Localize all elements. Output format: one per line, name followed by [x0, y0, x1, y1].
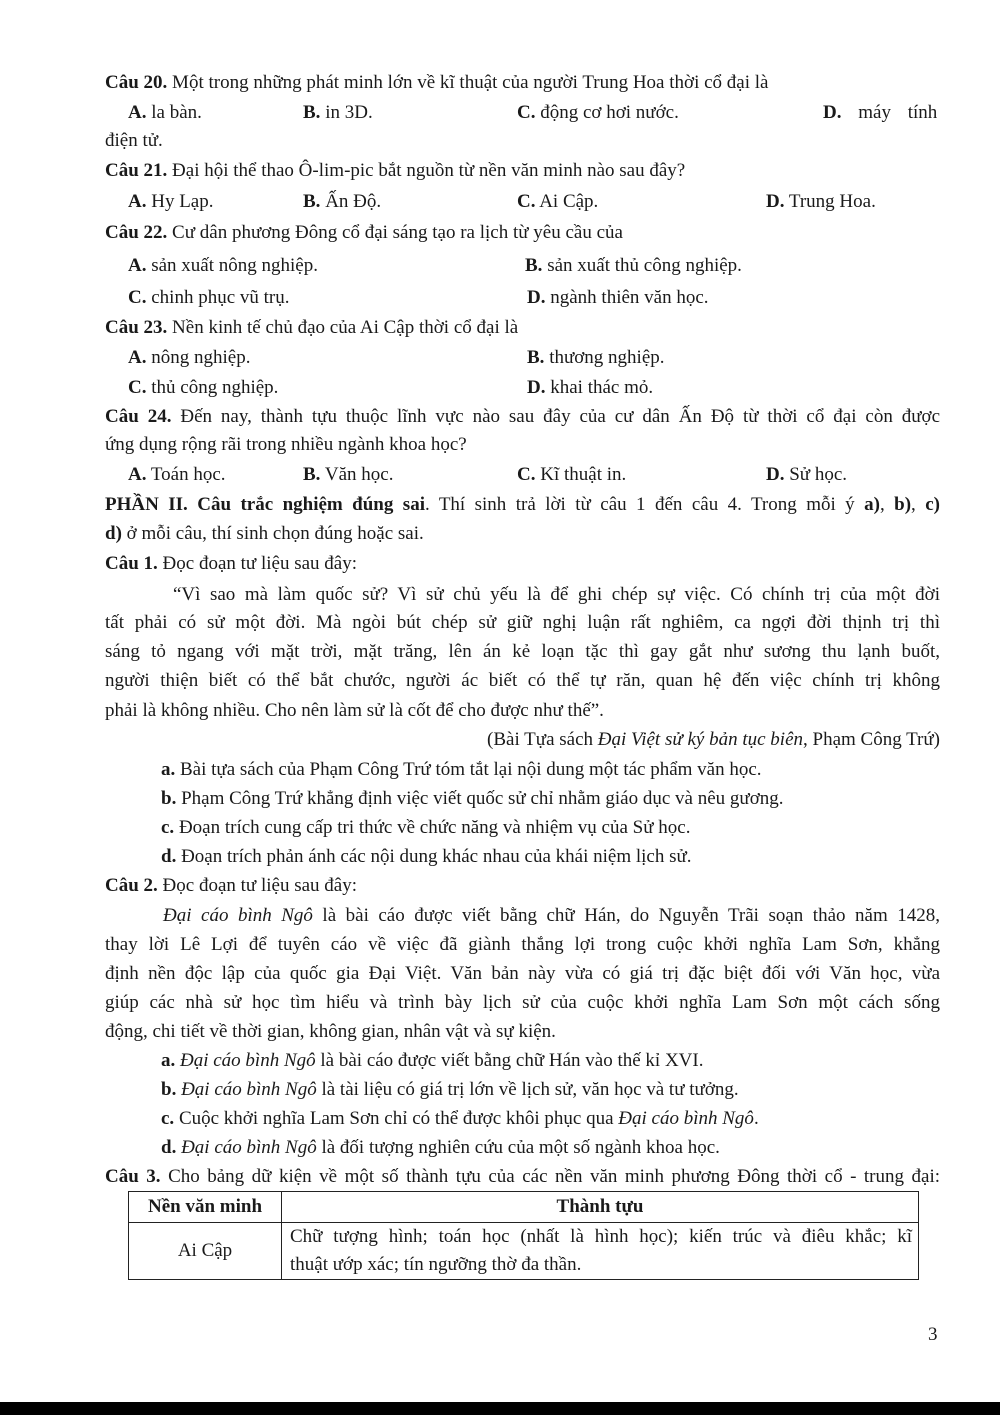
- option-d: D. Trung Hoa.: [766, 191, 876, 212]
- statement-d: d. Đoạn trích phản ánh các nội dung khác nhau của khái niệm lịch sử.: [161, 846, 692, 867]
- quote-line: sáng tỏ ngang với mặt trời, mặt trăng, lên án kẻ loạn tặc thì gay gắt như sương thu lạnh buốt,: [105, 641, 940, 662]
- statement-d: d. Đại cáo bình Ngô là đối tượng nghiên cứu của một số ngành khoa học.: [161, 1137, 720, 1158]
- question-number: Câu 1.: [105, 553, 158, 574]
- option-c: C. thủ công nghiệp.: [128, 377, 279, 398]
- option-a: A. Hy Lạp.: [128, 191, 214, 212]
- part2-heading: PHẦN II. Câu trắc nghiệm đúng sai: [105, 494, 425, 515]
- statement-c: c. Cuộc khởi nghĩa Lam Sơn chỉ có thể được khôi phục qua Đại cáo bình Ngô.: [161, 1108, 759, 1129]
- table-cell-civilization: Ai Cập: [129, 1223, 282, 1280]
- option-a: A. Toán học.: [128, 464, 226, 485]
- question-text: Một trong những phát minh lớn về kĩ thuật của người Trung Hoa thời cổ đại là: [172, 72, 769, 93]
- quote-source: (Bài Tựa sách Đại Việt sử ký bản tục biên, Phạm Công Trứ): [487, 729, 940, 750]
- option-c: C. động cơ hơi nước.: [517, 102, 679, 123]
- option-d: D. khai thác mỏ.: [527, 377, 654, 398]
- question-text: Cư dân phương Đông cổ đại sáng tạo ra lịch từ yêu cầu của: [172, 222, 623, 243]
- table-header: Nền văn minh: [129, 1192, 282, 1223]
- page-number: 3: [928, 1324, 938, 1345]
- question-number: Câu 23.: [105, 317, 168, 338]
- passage-line: định nền độc lập của quốc gia Đại Việt. Văn bản này vừa có giá trị đặc biệt đối với Văn học, vừa: [105, 963, 940, 984]
- question-2: [105, 874, 357, 898]
- question-20: [105, 71, 768, 95]
- option-a: A. sản xuất nông nghiệp.: [128, 255, 318, 276]
- passage-line: động, chi tiết về thời gian, không gian, nhân vật và sự kiện.: [105, 1021, 556, 1042]
- question-number: Câu 3.: [105, 1166, 161, 1187]
- question-number: Câu 21.: [105, 160, 168, 181]
- question-21: [105, 159, 685, 183]
- quote-line: tất phải có sử một đời. Mà ngòi bút chép sử giữ nghị luận rất nghiêm, ca ngợi đời thịnh trị thì: [105, 612, 940, 633]
- passage-line: Đại cáo bình Ngô là bài cáo được viết bằng chữ Hán, do Nguyễn Trãi soạn thảo năm 1428,: [163, 905, 940, 926]
- statement-a: a. Bài tựa sách của Phạm Công Trứ tóm tắt lại nội dung một tác phẩm văn học.: [161, 759, 762, 780]
- quote-line: “Vì sao mà làm quốc sử? Vì sử chủ yếu là để ghi chép sự việc. Có chính trị của một đời: [173, 584, 940, 605]
- option-b: B. sản xuất thủ công nghiệp.: [525, 255, 742, 276]
- option-b: B. Ấn Độ.: [303, 191, 382, 212]
- table-header: Thành tựu: [282, 1192, 919, 1223]
- question-number: Câu 24.: [105, 406, 172, 427]
- option-b: B. in 3D.: [303, 102, 373, 123]
- scan-bottom-edge: [0, 1402, 1000, 1415]
- part2-instructions: PHẦN II. Câu trắc nghiệm đúng sai. Thí sinh trả lời từ câu 1 đến câu 4. Trong mỗi ý a), b), c): [105, 494, 940, 515]
- part2-instructions-line2: d) ở mỗi câu, thí sinh chọn đúng hoặc sai.: [105, 523, 424, 544]
- question-3: [105, 1165, 940, 1189]
- option-c: C. Ai Cập.: [517, 191, 599, 212]
- question-22: [105, 221, 623, 245]
- option-c: C. Kĩ thuật in.: [517, 464, 627, 485]
- statement-a: a. Đại cáo bình Ngô là bài cáo được viết bằng chữ Hán vào thế kỉ XVI.: [161, 1050, 704, 1071]
- question-number: Câu 22.: [105, 222, 168, 243]
- table-cell-achievements: Chữ tượng hình; toán học (nhất là hình học); kiến trúc và điêu khắc; kĩ thuật ướp xác; tín ngưỡng thờ đa thần.: [282, 1223, 919, 1280]
- option-b: B. thương nghiệp.: [527, 347, 665, 368]
- option-d: D. máy tính: [823, 102, 938, 123]
- passage-line: giúp các nhà sử học tìm hiểu và trình bày lịch sử của cuộc khởi nghĩa Lam Sơn một cách sống: [105, 992, 940, 1013]
- option-d-continuation: điện tử.: [105, 130, 163, 151]
- source-title: Đại Việt sử ký bản tục biên: [597, 729, 803, 750]
- option-d: D. ngành thiên văn học.: [527, 287, 709, 308]
- question-text: Đại hội thể thao Ô-lim-pic bắt nguồn từ nền văn minh nào sau đây?: [172, 160, 686, 181]
- table-row: [129, 1223, 919, 1280]
- option-a: A. la bàn.: [128, 102, 202, 123]
- quote-line: người thiện biết có thể bắt chước, người ác biết có thể tự răn, quan hệ đến việc chính trị không: [105, 670, 940, 691]
- question-text: Cho bảng dữ kiện về một số thành tựu của các nền văn minh phương Đông thời cổ - trung đại:: [168, 1166, 940, 1187]
- statement-b: b. Phạm Công Trứ khẳng định việc viết quốc sử chỉ nhằm giáo dục và nêu gương.: [161, 788, 784, 809]
- question-number: Câu 20.: [105, 72, 168, 93]
- option-c: C. chinh phục vũ trụ.: [128, 287, 290, 308]
- question-lead: Đọc đoạn tư liệu sau đây:: [162, 875, 357, 896]
- question-23: [105, 316, 518, 340]
- achievements-table: [128, 1191, 919, 1280]
- question-24: [105, 405, 940, 429]
- statement-c: c. Đoạn trích cung cấp tri thức về chức năng và nhiệm vụ của Sử học.: [161, 817, 691, 838]
- question-text: Nền kinh tế chủ đạo của Ai Cập thời cổ đại là: [172, 317, 519, 338]
- table-header-row: [129, 1192, 919, 1223]
- quote-line: phải là không nhiều. Cho nên làm sử là cốt để cho được như thế”.: [105, 700, 604, 721]
- statement-b: b. Đại cáo bình Ngô là tài liệu có giá trị lớn về lịch sử, văn học và tư tưởng.: [161, 1079, 739, 1100]
- question-lead: Đọc đoạn tư liệu sau đây:: [162, 553, 357, 574]
- option-a: A. nông nghiệp.: [128, 347, 251, 368]
- question-1: [105, 552, 357, 576]
- question-number: Câu 2.: [105, 875, 158, 896]
- question-24-line2: ứng dụng rộng rãi trong nhiều ngành khoa học?: [105, 434, 467, 455]
- question-text: Đến nay, thành tựu thuộc lĩnh vực nào sau đây của cư dân Ấn Độ từ thời cổ đại còn được: [180, 406, 940, 427]
- passage-line: thay lời Lê Lợi để tuyên cáo về việc đã giành thắng lợi trong cuộc khởi nghĩa Lam Sơn, khẳng: [105, 934, 940, 955]
- option-b: B. Văn học.: [303, 464, 394, 485]
- option-d: D. Sử học.: [766, 464, 848, 485]
